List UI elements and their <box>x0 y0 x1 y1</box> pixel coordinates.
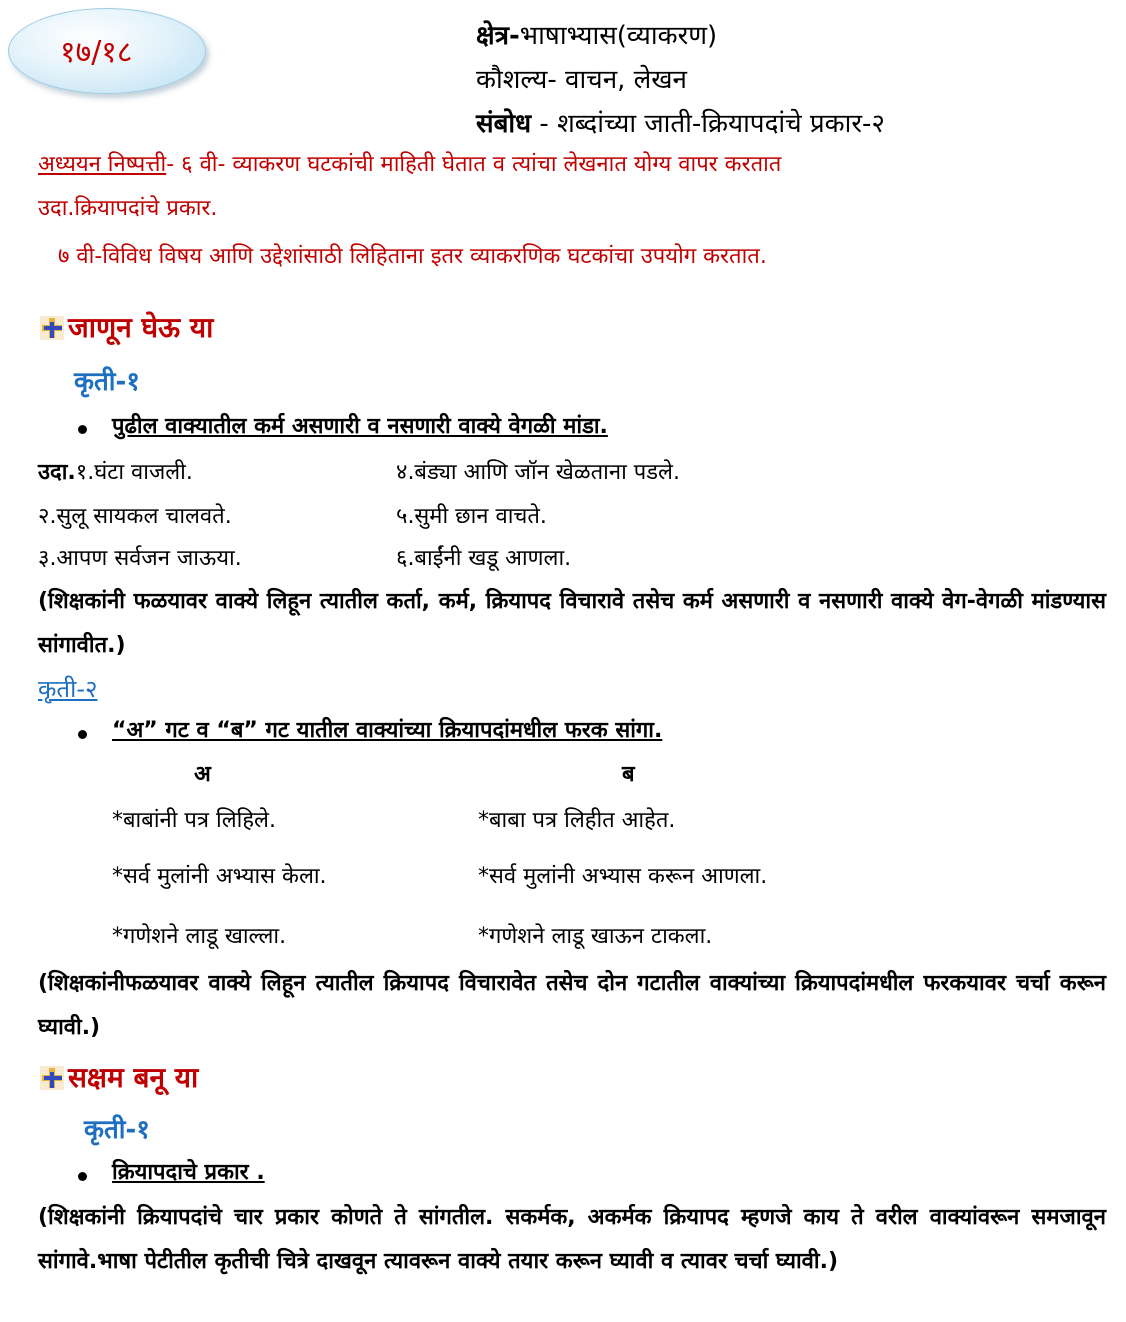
activity3-instruction: क्रियापदाचे प्रकार . <box>112 1160 265 1185</box>
page-number: १७/१८ <box>60 35 133 70</box>
kshetra-label: क्षेत्र- <box>476 21 520 51</box>
group-a-item: *सर्व मुलांनी अभ्यास केला. <box>112 864 327 889</box>
example-item: ६.बाईंनी खडू आणला. <box>396 546 572 571</box>
header-kaushalya: कौशल्य- वाचन, लेखन <box>476 65 687 95</box>
sambodh-label: संबोध <box>476 109 532 139</box>
group-b-item: *बाबा पत्र लिहीत आहेत. <box>478 808 676 833</box>
section-title-capable: सक्षम बनू या <box>68 1061 199 1094</box>
plus-bullet-icon <box>40 316 64 340</box>
header-sambodh <box>476 104 885 140</box>
teacher-note-2: (शिक्षकांनीफळयावर वाक्ये लिहून त्यातील क्रियापद विचारावेत तसेच दोन गटातील वाक्यांच्या क्रियापदांमधील फरकयावर चर्चा करून घ्यावी.) <box>38 971 1106 1040</box>
learning-outcome-line2: उदा.क्रियापदांचे प्रकार. <box>38 196 218 221</box>
section-title-know: जाणून घेऊ या <box>68 311 214 344</box>
activity-label-2: कृती-२ <box>38 675 98 703</box>
group-a-item: *बाबांनी पत्र लिहिले. <box>112 808 276 833</box>
teacher-note-3: (शिक्षकांनी क्रियापदांचे चार प्रकार कोणते ते सांगतील. सकर्मक, अकर्मक क्रियापद म्हणजे काय ते वरील वाक्यांवरून समजावून सांगावे.भाषा पेटीतील कृतीची चित्रे दाखवून त्यावरून वाक्ये तयार करून घ्यावी व त्यावर चर्चा घ्यावी.) <box>38 1205 1106 1274</box>
teacher-note-1: (शिक्षकांनी फळयावर वाक्ये लिहून त्यातील कर्ता, कर्म, क्रियापद विचारावे तसेच कर्म असणारी व नसणारी वाक्ये वेग-वेगळी मांडण्यास सांगावीत.) <box>38 589 1106 658</box>
learning-outcome-line1: अध्ययन निष्पत्ती- ६ वी- व्याकरण घटकांची माहिती घेतात व त्यांचा लेखनात योग्य वापर करतात <box>38 152 782 177</box>
bullet-icon <box>78 730 87 739</box>
example-item: ४.बंड्या आणि जॉन खेळताना पडले. <box>396 460 680 485</box>
group-a-item: *गणेशने लाडू खाल्ला. <box>112 924 287 949</box>
group-b-item: *गणेशने लाडू खाऊन टाकला. <box>478 924 713 949</box>
example-prefix: उदा. <box>38 460 76 485</box>
plus-bullet-icon <box>40 1066 64 1090</box>
activity-label-3: कृती-१ <box>84 1115 150 1145</box>
activity1-instruction: पुढील वाक्यातील कर्म असणारी व नसणारी वाक्ये वेगळी मांडा. <box>112 414 608 439</box>
activity-label-1: कृती-१ <box>74 367 140 397</box>
group-b-heading: ब <box>622 762 635 787</box>
learning-outcome-label: अध्ययन निष्पत्ती <box>38 152 167 177</box>
bullet-icon <box>78 1172 87 1181</box>
example-item: ३.आपण सर्वजन जाऊया. <box>38 546 242 571</box>
sambodh-value: - शब्दांच्या जाती-क्रियापदांचे प्रकार-२ <box>531 109 885 139</box>
kshetra-value: भाषाभ्यास(व्याकरण) <box>519 21 718 51</box>
bullet-icon <box>78 425 87 434</box>
learning-outcome-line3: ७ वी-विविध विषय आणि उद्देशांसाठी लिहिताना इतर व्याकरणिक घटकांचा उपयोग करतात. <box>58 244 767 269</box>
group-b-item: *सर्व मुलांनी अभ्यास करून आणला. <box>478 864 768 889</box>
activity2-instruction: “अ” गट व “ब” गट यातील वाक्यांच्या क्रियापदांमधील फरक सांगा. <box>112 718 663 743</box>
header-kshetra <box>476 16 717 52</box>
example-item: ५.सुमी छान वाचते. <box>396 504 547 529</box>
group-a-heading: अ <box>194 762 211 787</box>
example-item: उदा.१.घंटा वाजली. <box>38 460 193 485</box>
example-item: २.सुलू सायकल चालवते. <box>38 504 232 529</box>
